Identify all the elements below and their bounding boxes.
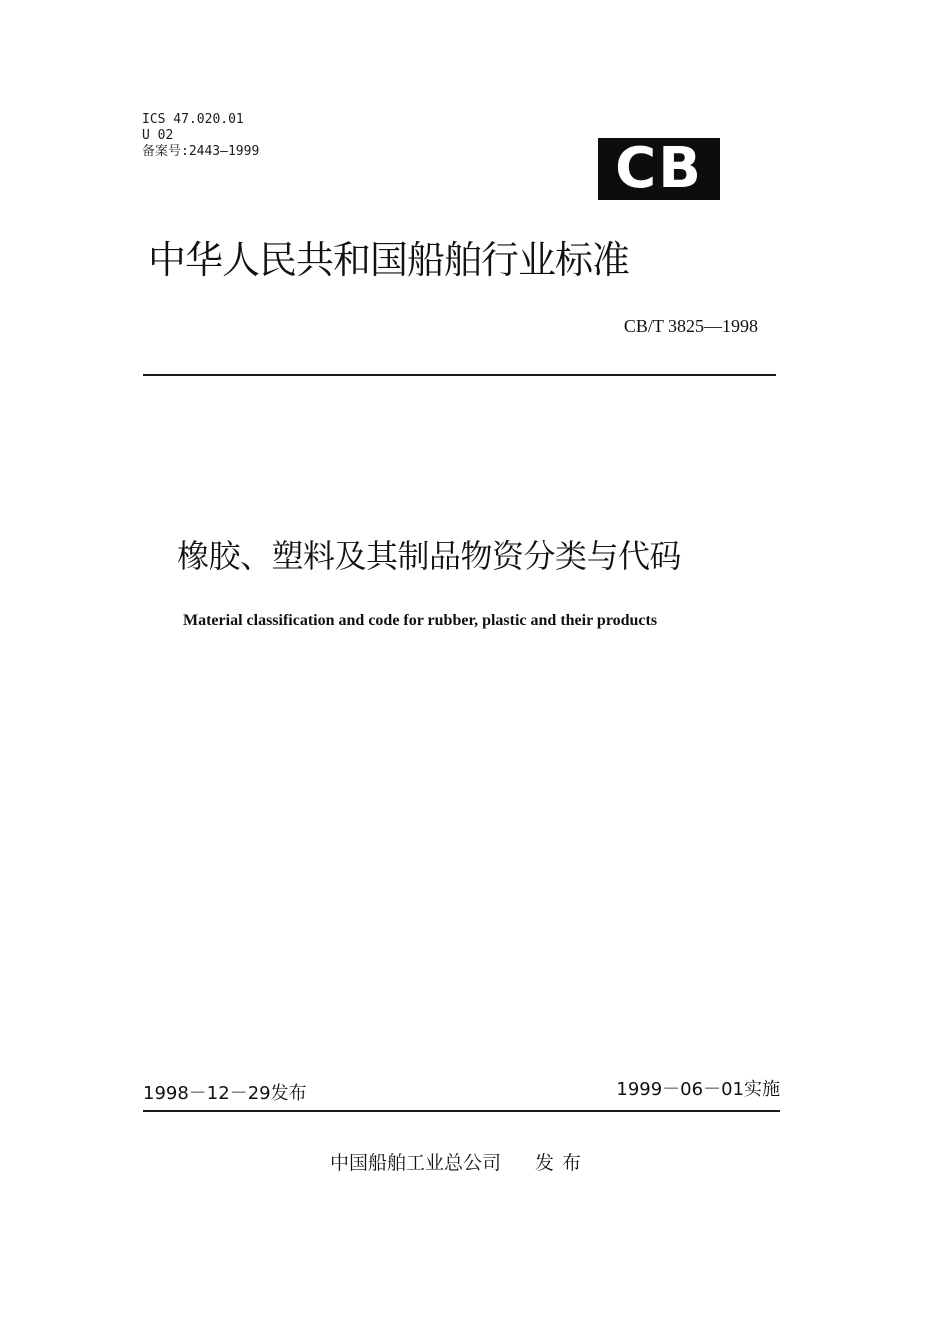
ics-code: ICS 47.020.01 [142, 112, 244, 127]
standard-number: CB/T 3825—1998 [623, 316, 758, 336]
document-metadata [142, 112, 259, 160]
publisher-line [330, 1150, 589, 1176]
top-divider [143, 374, 776, 376]
filing-number: 备案号:2443—1999 [142, 144, 260, 159]
document-title-english: Material classification and code for rubber, plastic and their products [183, 612, 658, 629]
standard-title: 中华人民共和国船舶行业标准 [148, 238, 630, 282]
publisher-name: 中国船舶工业总公司 [330, 1152, 502, 1174]
implementation-date: 1999－06－01实施 [616, 1079, 780, 1100]
bottom-divider [143, 1110, 780, 1112]
issue-date: 1998－12－29发布 [143, 1083, 307, 1104]
publish-label: 发布 [535, 1152, 590, 1174]
document-title-chinese: 橡胶、塑料及其制品物资分类与代码 [177, 537, 682, 575]
classification-code: U 02 [142, 128, 174, 143]
cb-logo: CB [598, 138, 720, 200]
